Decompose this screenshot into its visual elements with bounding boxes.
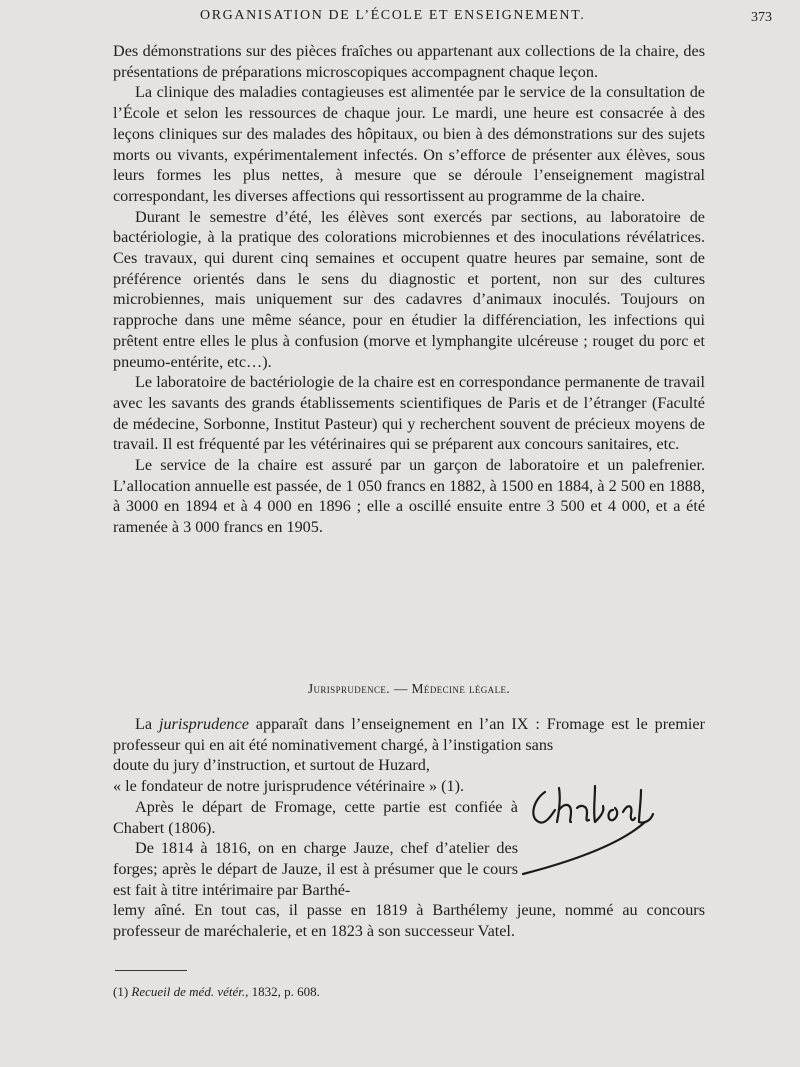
jurisprudence-line-3: doute du jury d’instruction, et surtout de Huzard,: [113, 756, 430, 775]
running-header: ORGANISATION DE L’ÉCOLE ET ENSEIGNEMENT.: [200, 8, 586, 23]
text-run: La: [135, 715, 159, 733]
jurisprudence-paragraph-3-continued: lemy aîné. En tout cas, il passe en 1819 à Barthélemy jeune, nommé au concours professeur de maréchalerie, et en 1823 à son successeur Vatel.: [113, 901, 705, 941]
handwritten-signature: [515, 770, 685, 880]
footnote-citation: , 1832, p. 608.: [245, 984, 320, 999]
italic-term: jurisprudence: [158, 715, 249, 733]
jurisprudence-line-4: « le fondateur de notre jurisprudence vétérinaire » (1).: [113, 777, 465, 796]
paragraph-5: Le service de la chaire est assuré par un garçon de laboratoire et un palefrenier. L’allocation annuelle est passée, de 1 050 francs en 1882, à 1500 en 1884, à 2 500 en 1888, à 3000 en 1894 et à 4 000 en 1896 ; elle a oscillé ensuite entre 3 500 et 4 000, et a été ramenée à 3 000 francs en 1905.: [113, 456, 705, 537]
paragraph-2: La clinique des maladies contagieuses est alimentée par le service de la consultation de l’École et selon les ressources de chaque jour. Le mardi, une heure est consacrée à des leçons cliniques sur des malades des hôpitaux, ou bien à des démonstrations sur des sujets morts ou vivants, expérimentalement infectés. On s’efforce de présenter aux élèves, sous leurs formes les plus nettes, à mesure que se déroule l’enseignement magistral correspondant, les diverses affections qui ressortissent au programme de la chaire.: [113, 83, 705, 205]
text-run: apparaît dans l’enseignement en l’an IX : Fromage est le premier professeur qui en ait été nominativement chargé, à l’instigation sans: [113, 715, 705, 754]
jurisprudence-paragraph-1: [113, 714, 705, 755]
jurisprudence-paragraph-3: De 1814 à 1816, on en charge Jauze, chef d’atelier des forges; après le départ de Jauze, il est à présumer que le cours est fait à titre intérimaire par Barthé-: [113, 839, 518, 899]
footnote-divider: [115, 970, 187, 971]
section-heading: Jurisprudence. — Médecine légale.: [307, 681, 511, 696]
paragraph-4: Le laboratoire de bactériologie de la chaire est en correspondance permanente de travail avec les savants des grands établissements scientifiques de Paris et de l’étranger (Faculté de médecine, Sorbonne, Institut Pasteur) qui y recherchent souvent de précieux moyens de travail. Il est fréquenté par les vétérinaires qui se préparent aux concours sanitaires, etc.: [113, 373, 705, 454]
footnote: [113, 984, 320, 1000]
footnote-marker: (1): [113, 984, 132, 999]
paragraph-1: Des démonstrations sur des pièces fraîches ou appartenant aux collections de la chaire, des présentations de préparations microscopiques accompagnent chaque leçon.: [113, 42, 705, 81]
footnote-source: Recueil de méd. vétér.: [131, 984, 246, 999]
jurisprudence-paragraph-2: Après le départ de Fromage, cette partie est confiée à Chabert (1806).: [113, 797, 518, 837]
paragraph-3: Durant le semestre d’été, les élèves sont exercés par sections, au laboratoire de bactériologie, à la pratique des colorations microbiennes et des inoculations révélatrices. Ces travaux, qui durent cinq semaines et occupent quatre heures par semaine, sont de préférence orientés dans le sens du diagnostic et portent, non sur des cultures microbiennes, mais uniquement sur des cadavres d’animaux inoculés. Toujours on rapproche dans une même séance, pour en étudier la différenciation, les infections qui prêtent entre elles le plus à confusion (morve et lymphangite ulcéreuse ; rouget du porc et pneumo-entérite, etc…).: [113, 207, 705, 371]
page-number: 373: [751, 10, 772, 25]
main-text: [113, 41, 705, 538]
